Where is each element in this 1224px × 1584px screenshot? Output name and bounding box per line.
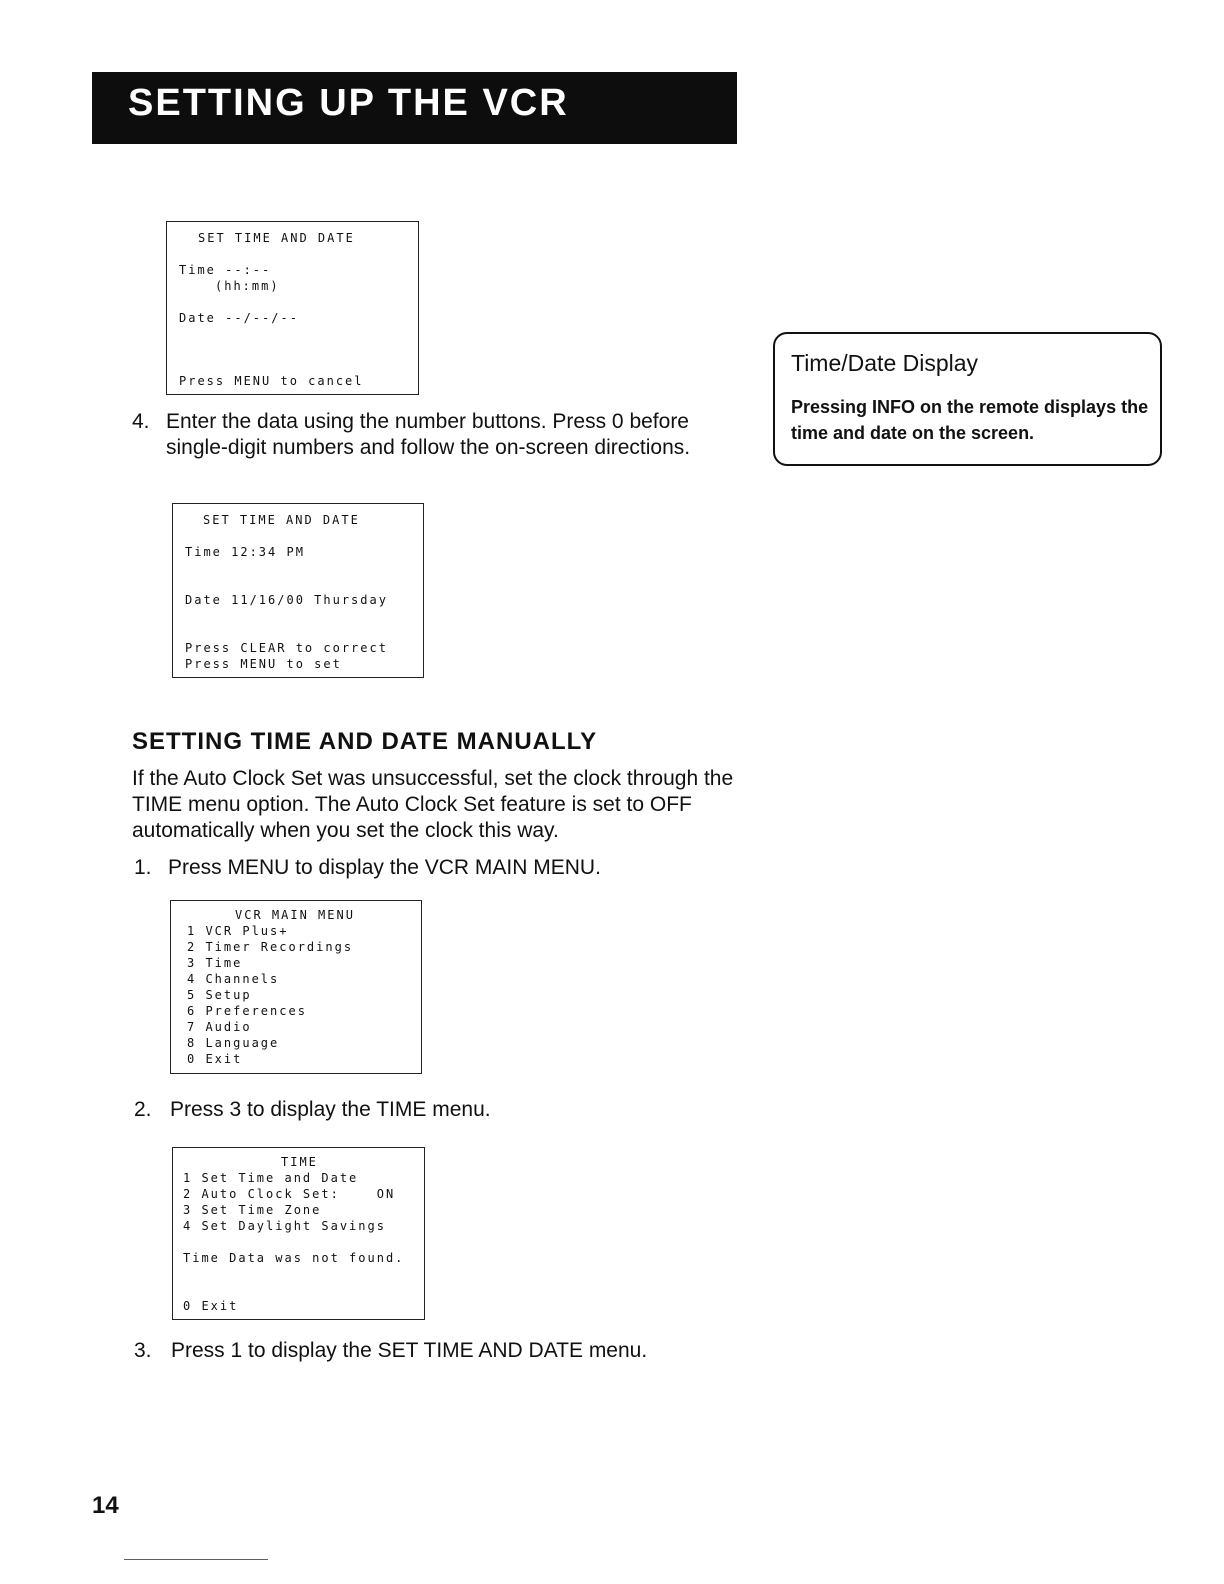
step-text: Enter the data using the number buttons. Press 0 before single-digit numbers and follow the on-screen directions.	[166, 410, 691, 459]
screen-time-menu	[172, 1147, 425, 1320]
step-text: Press MENU to display the VCR MAIN MENU.	[168, 856, 601, 879]
screen-title: TIME	[281, 1155, 318, 1169]
section-heading: SETTING TIME AND DATE MANUALLY	[132, 728, 598, 755]
screen-vcr-main-menu	[170, 900, 422, 1074]
step-text: Press 3 to display the TIME menu.	[170, 1098, 491, 1121]
menu-exit: 0 Exit	[183, 1299, 239, 1313]
menu-item: 3 Time	[187, 956, 243, 970]
page-number: 14	[92, 1492, 119, 1519]
screen-time-hint: (hh:mm)	[215, 279, 280, 293]
screen-footer-clear: Press CLEAR to correct	[185, 641, 388, 655]
menu-item: 4 Channels	[187, 972, 280, 986]
screen-time-line: Time 12:34 PM	[185, 545, 305, 559]
menu-item: 1 Set Time and Date	[183, 1171, 359, 1185]
sidebar-title: Time/Date Display	[791, 350, 979, 376]
menu-item: 5 Setup	[187, 988, 252, 1002]
sidebar-note	[773, 332, 1162, 466]
menu-item: 8 Language	[187, 1036, 280, 1050]
menu-item: 3 Set Time Zone	[183, 1203, 322, 1217]
step-number: 2.	[134, 1098, 152, 1121]
step-2	[134, 1097, 734, 1125]
menu-item: 1 VCR Plus+	[187, 924, 289, 938]
screen-time-line: Time --:--	[179, 263, 272, 277]
bottom-rule	[124, 1559, 268, 1560]
step-3	[134, 1338, 734, 1366]
screen-title: SET TIME AND DATE	[198, 231, 355, 245]
menu-item: 7 Audio	[187, 1020, 252, 1034]
menu-item: 4 Set Daylight Savings	[183, 1219, 386, 1233]
menu-item: 2 Timer Recordings	[187, 940, 354, 954]
screen-title: SET TIME AND DATE	[203, 513, 360, 527]
menu-item: 0 Exit	[187, 1052, 243, 1066]
section-intro: If the Auto Clock Set was unsuccessful, set the clock through the TIME menu option. The Auto Clock Set feature is set to OFF automatically when you set the clock this way.	[132, 767, 734, 842]
step-number: 1.	[134, 856, 152, 879]
step-1	[134, 855, 734, 883]
screen-date-line: Date --/--/--	[179, 311, 299, 325]
screen-message: Time Data was not found.	[183, 1251, 405, 1265]
screen-footer: Press MENU to cancel	[179, 374, 364, 388]
sidebar-text: Pressing INFO on the remote displays the time and date on the screen.	[791, 397, 1149, 443]
screen-title: VCR MAIN MENU	[235, 908, 355, 922]
step-4	[132, 409, 732, 489]
menu-item: 6 Preferences	[187, 1004, 307, 1018]
step-text: Press 1 to display the SET TIME AND DATE menu.	[171, 1339, 648, 1362]
screen-set-time-blank	[166, 221, 419, 395]
screen-date-line: Date 11/16/00 Thursday	[185, 593, 388, 607]
menu-item: 2 Auto Clock Set: ON	[183, 1187, 396, 1201]
page-title: SETTING UP THE VCR	[128, 82, 569, 124]
screen-footer-menu: Press MENU to set	[185, 657, 342, 671]
step-number: 4.	[132, 410, 150, 433]
step-number: 3.	[134, 1339, 152, 1362]
screen-set-time-filled	[172, 503, 424, 678]
